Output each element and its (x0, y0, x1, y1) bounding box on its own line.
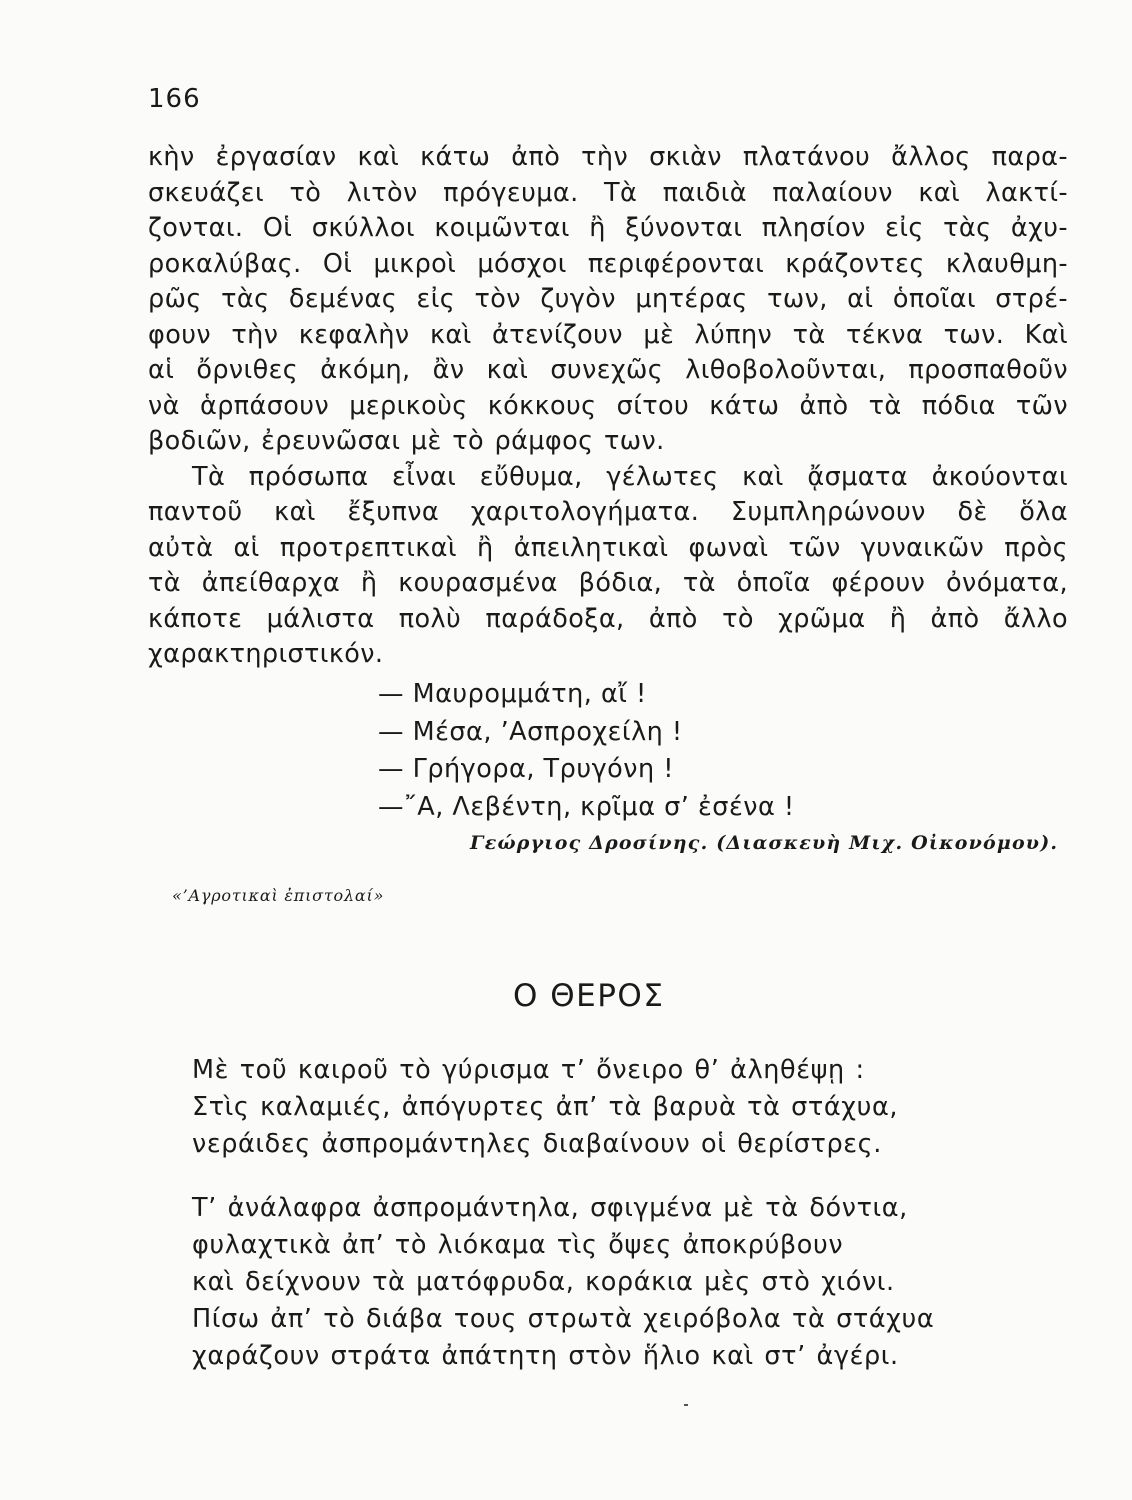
dialogue-line: — Μέσα, ’Ασπροχείλη ! (378, 716, 683, 747)
poem-title: Ο ΘΕΡΟΣ (513, 978, 665, 1014)
text-line: σκευάζει τὸ λιτὸν πρόγευμα. Τὰ παιδιὰ παλαίουν καὶ λακτί- (148, 177, 1068, 208)
poem-line: νεράιδες ἀσπρομάντηλες διαβαίνουν οἱ θερίστρες. (192, 1129, 882, 1159)
poem-line: Πίσω ἀπ’ τὸ διάβα τους στρωτὰ χειρόβολα τὰ στάχυα (192, 1304, 935, 1334)
text-line: αἱ ὄρνιθες ἀκόμη, ἂν καὶ συνεχῶς λιθοβολοῦνται, προσπαθοῦν (148, 355, 1068, 385)
text-line: ζονται. Οἱ σκύλλοι κοιμῶνται ἢ ξύνονται πλησίον εἰς τὰς ἀχυ- (148, 213, 1068, 243)
text-line: ρῶς τὰς δεμένας εἰς τὸν ζυγὸν μητέρας των, αἱ ὁποῖαι στρέ- (148, 284, 1068, 314)
poem-line: καὶ δείχνουν τὰ ματόφρυδα, κοράκια μὲς στὸ χιόνι. (192, 1267, 895, 1297)
text-line: κάποτε μάλιστα πολὺ παράδοξα, ἀπὸ τὸ χρῶμα ἢ ἀπὸ ἄλλο (148, 603, 1068, 634)
page-number: 166 (148, 84, 201, 114)
paragraph-1 (148, 140, 1068, 460)
print-speck (684, 1404, 688, 1406)
poem-line: Στὶς καλαμιές, ἀπόγυρτες ἀπ’ τὰ βαρυὰ τὰ στάχυα, (192, 1092, 899, 1122)
text-line: τὰ ἀπείθαρχα ἢ κουρασμένα βόδια, τὰ ὁποῖα φέρουν ὀνόματα, (148, 568, 1068, 598)
author-attribution: Γεώργιος Δροσίνης. (Διασκευὴ Μιχ. Οἰκονόμου). (470, 832, 1059, 854)
text-line: αὐτὰ αἱ προτρεπτικαὶ ἢ ἀπειλητικαὶ φωναὶ τῶν γυναικῶν πρὸς (148, 532, 1068, 563)
dialogue-line: — Γρήγορα, Τρυγόνη ! (378, 754, 675, 784)
dialogue-line: — Μαυρομμάτη, αἴ ! (378, 679, 647, 709)
poem-stanza-1 (192, 1052, 898, 1163)
dialogue-line: —῎Α, Λεβέντη, κρῖμα σ’ ἐσένα ! (378, 791, 795, 822)
text-line: νὰ ἁρπάσουν μερικοὺς κόκκους σίτου κάτω ἀπὸ τὰ πόδια τῶν (148, 390, 1068, 421)
dialogue-block (378, 676, 795, 826)
poem-line: Μὲ τοῦ καιροῦ τὸ γύρισμα τ’ ὄνειρο θ’ ἀληθέψῃ : (192, 1055, 865, 1085)
text-line: φουν τὴν κεφαλὴν καὶ ἀτενίζουν μὲ λύπην τὰ τέκνα των. Καὶ (148, 319, 1068, 350)
text-line: ροκαλύβας. Οἱ μικροὶ μόσχοι περιφέρονται κράζοντες κλαυθμη- (148, 248, 1068, 279)
poem-line: χαράζουν στράτα ἀπάτητη στὸν ἥλιο καὶ στ’ ἀγέρι. (192, 1341, 899, 1371)
poem-line: Τ’ ἀνάλαφρα ἀσπρομάντηλα, σφιγμένα μὲ τὰ δόντια, (192, 1193, 908, 1223)
text-line: παντοῦ καὶ ἔξυπνα χαριτολογήματα. Συμπληρώνουν δὲ ὅλα (148, 497, 1068, 527)
paragraph-2 (148, 460, 1068, 673)
text-line: κὴν ἐργασίαν καὶ κάτω ἀπὸ τὴν σκιὰν πλατάνου ἄλλος παρα- (148, 142, 1068, 172)
text-line: βοδιῶν, ἐρευνῶσαι μὲ τὸ ράμφος των. (148, 426, 665, 456)
prose-text (148, 140, 1068, 673)
text-line: χαρακτηριστικόν. (148, 639, 384, 669)
source-citation: «’Αγροτικαὶ ἐπιστολαί» (172, 886, 385, 905)
text-line: Τὰ πρόσωπα εἶναι εὔθυμα, γέλωτες καὶ ᾄσματα ἀκούονται (192, 461, 1068, 492)
poem-line: φυλαχτικὰ ἀπ’ τὸ λιόκαμα τὶς ὄψες ἀποκρύβουν (192, 1230, 844, 1260)
poem-stanza-2 (192, 1190, 934, 1375)
